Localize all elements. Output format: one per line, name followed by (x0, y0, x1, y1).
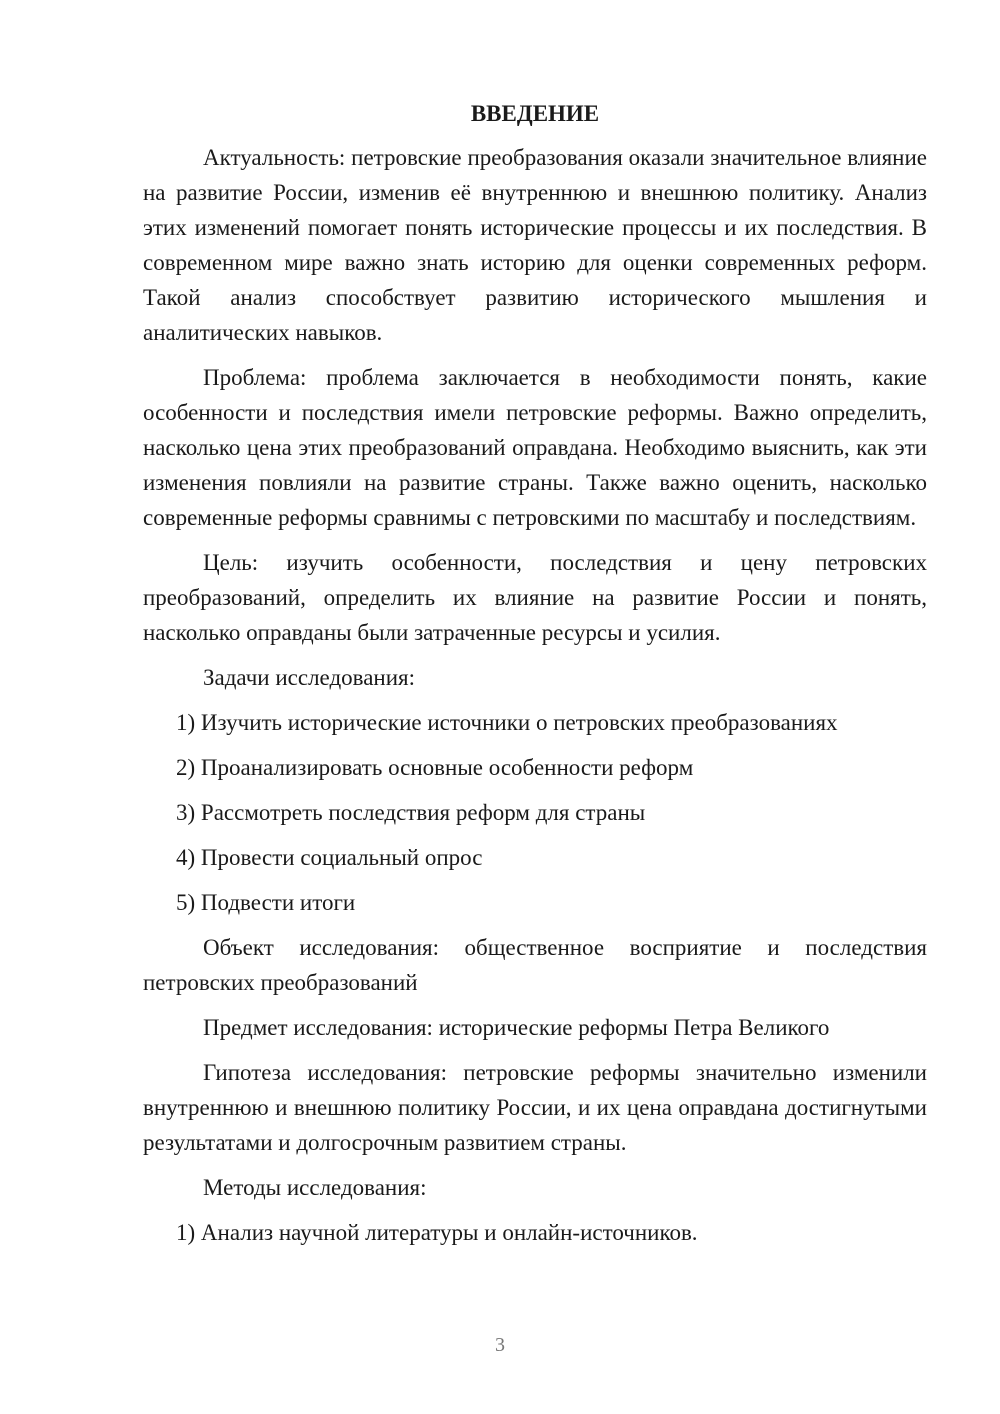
hypothesis-paragraph: Гипотеза исследования: петровские реформы значительно изменили внутреннюю и внешнюю политику России, и их цена оправдана достигнутыми результатами и долгосрочным развитием страны. (143, 1060, 927, 1155)
page-number: 3 (495, 1334, 505, 1356)
subject-line: Предмет исследования: исторические реформы Петра Великого (203, 1015, 830, 1040)
task-item-3: 3) Рассмотреть последствия реформ для страны (176, 800, 646, 825)
task-item-2: 2) Проанализировать основные особенности реформ (176, 755, 694, 780)
goal-paragraph: Цель: изучить особенности, последствия и цену петровских преобразований, определить их влияние на развитие России и понять, насколько оправданы были затраченные ресурсы и усилия. (143, 550, 927, 645)
tasks-heading: Задачи исследования: (203, 665, 416, 690)
object-paragraph: Объект исследования: общественное восприятие и последствия петровских преобразований (143, 935, 927, 995)
methods-heading: Методы исследования: (203, 1175, 427, 1200)
section-title: ВВЕДЕНИЕ (470, 101, 600, 126)
page-content (143, 96, 927, 1260)
task-item-5: 5) Подвести итоги (176, 890, 356, 915)
relevance-paragraph: Актуальность: петровские преобразования оказали значительное влияние на развитие России, изменив её внутреннюю и внешнюю политику. Анализ этих изменений помогает понять исторические процессы и их последствия. В современном мире важно знать историю для оценки современных реформ. Такой анализ способствует развитию исторического мышления и аналитических навыков. (143, 145, 927, 345)
task-item-4: 4) Провести социальный опрос (176, 845, 483, 870)
problem-paragraph: Проблема: проблема заключается в необходимости понять, какие особенности и последствия имели петровские реформы. Важно определить, насколько цена этих преобразований оправдана. Необходимо выяснить, как эти изменения повлияли на развитие страны. Также важно оценить, насколько современные реформы сравнимы с петровскими по масштабу и последствиям. (143, 365, 927, 530)
task-item-1: 1) Изучить исторические источники о петровских преобразованиях (176, 710, 838, 735)
method-item-1: 1) Анализ научной литературы и онлайн-источников. (176, 1220, 698, 1245)
